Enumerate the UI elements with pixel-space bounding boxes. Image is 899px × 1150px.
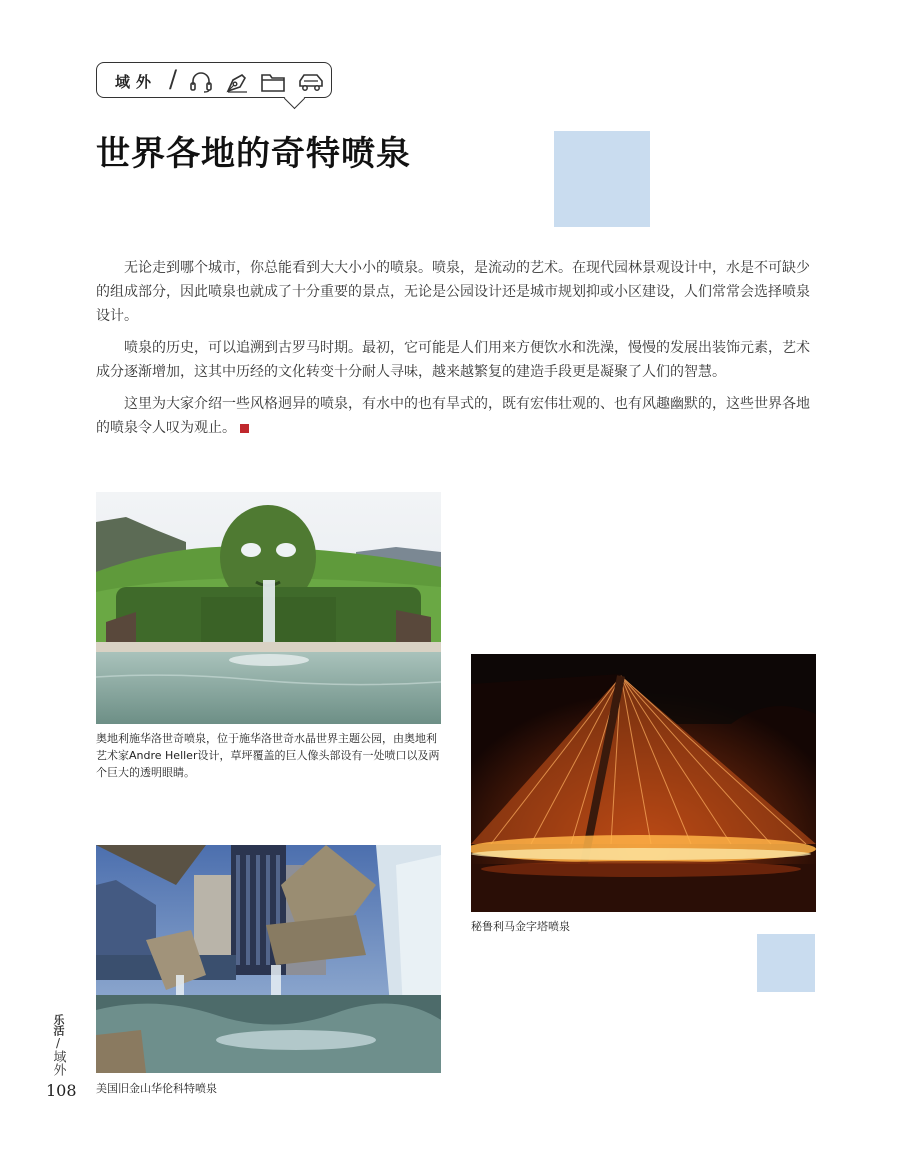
tag-divider: / xyxy=(169,65,178,93)
paragraph-text: 这里为大家介绍一些风格迥异的喷泉，有水中的也有旱式的，既有宏伟壮观的、也有风趣幽默的，这些世界各地的喷泉令人叹为观止。 xyxy=(96,396,810,436)
page-number: 108 xyxy=(46,1081,77,1100)
section-tag xyxy=(96,62,332,98)
running-footer xyxy=(44,1014,72,1076)
caption-pyramid: 秘鲁利马金字塔喷泉 xyxy=(471,920,570,933)
decorative-square-bottom xyxy=(757,934,815,992)
magazine-brand: 乐活 xyxy=(52,1014,65,1036)
caption-vaillancourt: 美国旧金山华伦科特喷泉 xyxy=(96,1082,217,1095)
car-icon xyxy=(297,71,325,97)
headset-icon xyxy=(189,71,213,97)
footer-section: 域外 xyxy=(50,1050,66,1076)
section-label: 域外 xyxy=(115,73,158,91)
photo-swarovski-fountain xyxy=(96,492,441,724)
end-mark xyxy=(240,424,249,433)
paragraph xyxy=(96,392,818,440)
folder-icon xyxy=(260,71,286,97)
article-title: 世界各地的奇特喷泉 xyxy=(96,134,411,174)
article-body xyxy=(96,256,818,448)
footer-separator: / xyxy=(55,1036,61,1050)
decorative-square-top xyxy=(554,131,650,227)
photo-pyramid-fountain xyxy=(471,654,816,912)
paragraph: 喷泉的历史，可以追溯到古罗马时期。最初，它可能是人们用来方便饮水和洗澡，慢慢的发展出装饰元素，艺术成分逐渐增加，这其中历经的文化转变十分耐人寻味，越来越繁复的建造手段更是凝聚了人们的智慧。 xyxy=(96,340,810,380)
pen-nib-icon xyxy=(225,71,249,97)
photo-vaillancourt-fountain xyxy=(96,845,441,1073)
paragraph: 无论走到哪个城市，你总能看到大大小小的喷泉。喷泉，是流动的艺术。在现代园林景观设计中，水是不可缺少的组成部分，因此喷泉也就成了十分重要的景点，无论是公园设计还是城市规划抑或小区建设，人们常常会选择喷泉设计。 xyxy=(96,260,810,324)
caption-swarovski: 奥地利施华洛世奇喷泉，位于施华洛世奇水晶世界主题公园，由奥地利艺术家Andre Heller设计，草坪覆盖的巨人像头部设有一处喷口以及两个巨大的透明眼睛。 xyxy=(96,732,440,779)
